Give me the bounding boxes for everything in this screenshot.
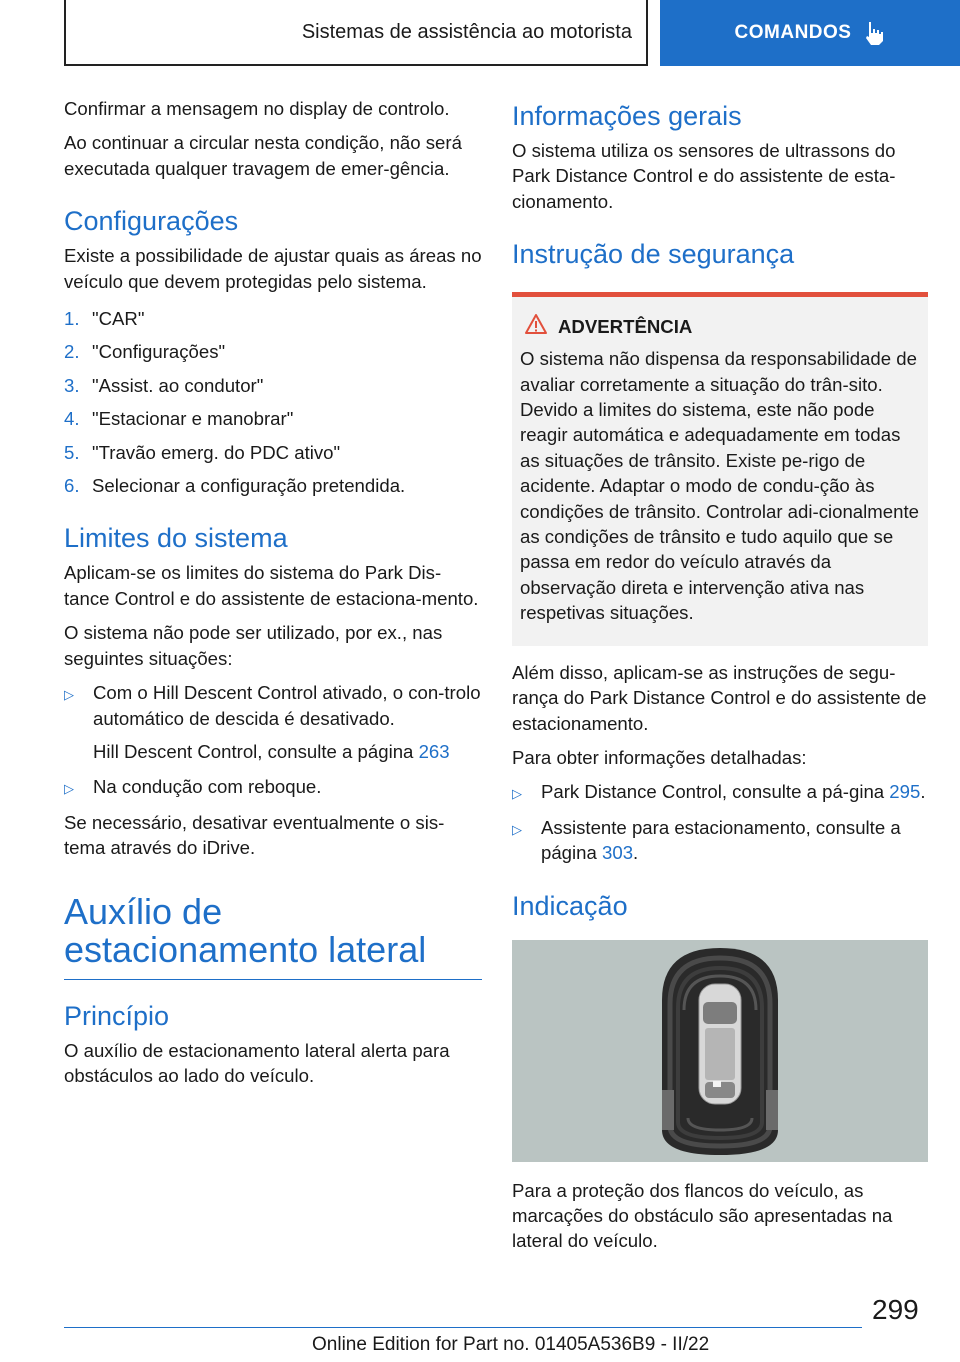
step-text: "Configurações" bbox=[92, 341, 226, 363]
page-link-295[interactable]: 295 bbox=[889, 781, 921, 803]
paragraph: O auxílio de estacionamento lateral alerta para obstáculos ao lado do veículo. bbox=[64, 1040, 450, 1087]
triangle-bullet-icon: ▷ bbox=[512, 786, 522, 802]
warning-text: O sistema não dispensa da responsabilidade de avaliar corretamente a situação do trân-sito. Devido a limites do sistema, este não pode reagir automática e adequadamente em todas as situações de trânsito. Existe pe-rigo de acidente. Adaptar o modo de condu-ção às condições de trânsito. Controlar adi-cionalmente as condições de trânsito e tudo aquilo que se passa em redor do veículo através da observação direta e intervenção ativa nas respetivas situações. bbox=[520, 348, 919, 624]
heading-informacoes: Informações gerais bbox=[512, 101, 742, 131]
heading-indicacao: Indicação bbox=[512, 890, 628, 921]
paragraph: O sistema não pode ser utilizado, por ex., nas seguintes situações: bbox=[64, 622, 443, 669]
heading-rule bbox=[64, 979, 482, 981]
list-item bbox=[64, 339, 482, 364]
paragraph: Existe a possibilidade de ajustar quais as áreas no veículo que devem protegidas pelo sistema. bbox=[64, 245, 482, 292]
paragraph: Se necessário, desativar eventualmente o sis-tema através do iDrive. bbox=[64, 811, 445, 859]
bullet-text: Na condução com reboque. bbox=[93, 776, 322, 798]
reference-text: Park Distance Control, consulte a pá-gina bbox=[541, 781, 890, 803]
step-text: "CAR" bbox=[92, 308, 145, 330]
step-number: 6. bbox=[64, 475, 80, 497]
heading-auxilio: Auxílio de estacionamento lateral bbox=[64, 890, 427, 970]
triangle-bullet-icon: ▷ bbox=[512, 821, 522, 837]
page-link-263[interactable]: 263 bbox=[418, 740, 450, 762]
paragraph: Aplicam-se os limites do sistema do Park Dis-tance Control e do assistente de estaciona-mento. bbox=[64, 562, 479, 609]
step-text: Selecionar a configuração pretendida. bbox=[92, 475, 406, 497]
page-reference bbox=[64, 739, 482, 764]
paragraph: Para obter informações detalhadas: bbox=[512, 746, 807, 768]
paragraph: Confirmar a mensagem no display de controlo. bbox=[64, 98, 450, 119]
section-title: Sistemas de assistência ao motorista bbox=[301, 20, 632, 43]
heading-limites: Limites do sistema bbox=[64, 523, 288, 554]
heading-configuracoes: Configurações bbox=[64, 206, 239, 237]
left-column bbox=[64, 96, 482, 1098]
reference-list bbox=[512, 779, 928, 865]
reference-text: Hill Descent Control, consulte a página bbox=[93, 740, 419, 762]
triangle-bullet-icon: ▷ bbox=[64, 781, 74, 797]
list-item bbox=[64, 440, 482, 465]
reference-text: Assistente para estacionamento, consulte a página bbox=[541, 816, 901, 864]
step-text: "Assist. ao condutor" bbox=[92, 374, 264, 396]
list-item bbox=[64, 473, 482, 498]
edition-note: Online Edition for Part no. 01405A536B9 - II/22 bbox=[312, 1334, 710, 1355]
list-item bbox=[64, 680, 482, 731]
page-number: 299 bbox=[872, 1294, 919, 1325]
limits-list-2 bbox=[64, 774, 482, 801]
step-number: 3. bbox=[64, 374, 80, 396]
warning-header bbox=[520, 313, 920, 340]
step-number: 5. bbox=[64, 441, 80, 463]
steps-list bbox=[64, 306, 482, 498]
list-item bbox=[512, 815, 928, 866]
step-number: 4. bbox=[64, 408, 80, 430]
step-number: 2. bbox=[64, 341, 80, 363]
list-item bbox=[64, 406, 482, 431]
warning-box bbox=[512, 297, 928, 645]
paragraph: O sistema utiliza os sensores de ultrassons do Park Distance Control e do assistente de esta-cionamento. bbox=[512, 140, 896, 212]
chapter-title: COMANDOS bbox=[734, 22, 852, 43]
header-chapter-tab[interactable] bbox=[660, 0, 960, 66]
step-text: "Estacionar e manobrar" bbox=[92, 408, 294, 430]
bullet-text: Assistente para estacionamento, consulte a página 303. bbox=[541, 816, 901, 864]
list-item bbox=[64, 306, 482, 331]
list-item bbox=[512, 779, 928, 806]
step-text: "Travão emerg. do PDC ativo" bbox=[92, 441, 341, 463]
step-number: 1. bbox=[64, 308, 80, 330]
header-section-title bbox=[64, 0, 648, 66]
warning-triangle-icon bbox=[524, 313, 548, 340]
page-link-303[interactable]: 303 bbox=[602, 842, 634, 864]
bullet-text: Com o Hill Descent Control ativado, o con-trolo automático de descida é desativado. bbox=[93, 682, 481, 729]
list-item bbox=[64, 774, 482, 801]
hand-pointer-icon bbox=[863, 20, 885, 46]
warning-title: ADVERTÊNCIA bbox=[558, 315, 693, 337]
car-top-view-icon bbox=[512, 940, 928, 1162]
heading-seguranca: Instrução de segurança bbox=[512, 239, 795, 270]
heading-principio: Princípio bbox=[64, 1001, 170, 1032]
limits-list bbox=[64, 680, 482, 731]
paragraph: Para a proteção dos flancos do veículo, as marcações do obstáculo são apresentadas na lateral do veículo. bbox=[512, 1179, 893, 1252]
right-column bbox=[512, 96, 928, 1263]
footer-rule bbox=[64, 1327, 862, 1328]
paragraph: Além disso, aplicam-se as instruções de segu-rança do Park Distance Control e do assistente de estacionamento. bbox=[512, 661, 927, 734]
list-item bbox=[64, 373, 482, 398]
paragraph: Ao continuar a circular nesta condição, não será executada qualquer travagem de emer-gência. bbox=[64, 132, 462, 179]
bullet-text: Park Distance Control, consulte a pá-gina 295. bbox=[541, 781, 926, 803]
parking-display-illustration bbox=[512, 940, 928, 1162]
triangle-bullet-icon: ▷ bbox=[64, 687, 74, 703]
